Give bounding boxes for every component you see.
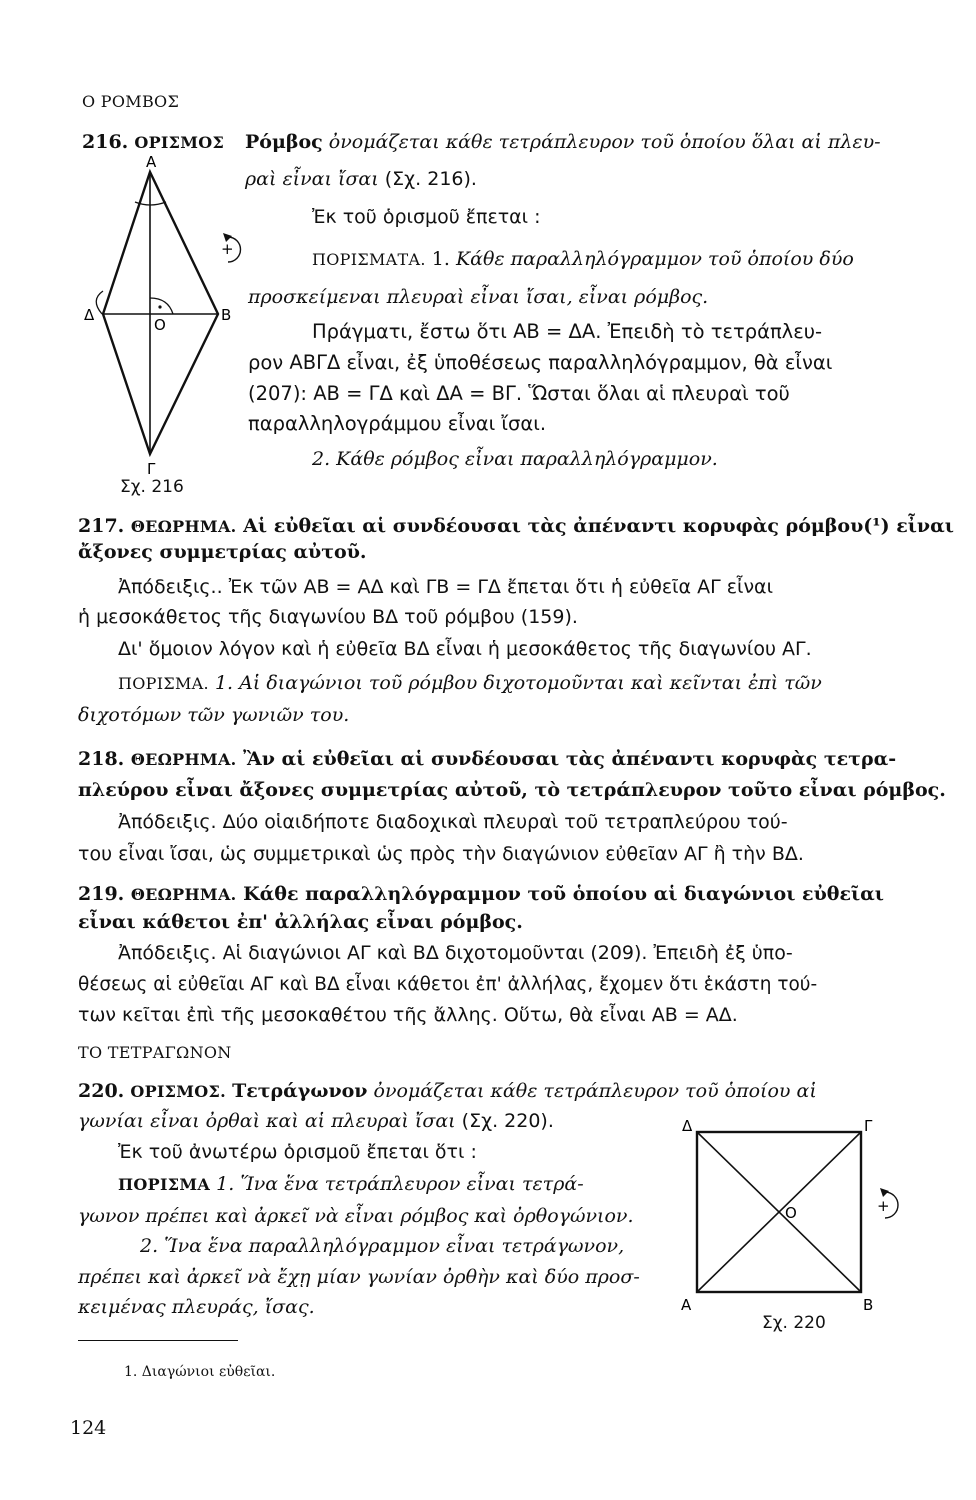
rhombus-outline — [103, 172, 218, 454]
corollary-text: 1. Ἵνα ἕνα τετράπλευρον εἶναι τετρά- — [216, 1173, 584, 1195]
proof-label: Ἀπόδειξις. — [118, 576, 217, 598]
center-label-o: Ο — [785, 1204, 797, 1222]
definition-220-line1 — [78, 1082, 817, 1101]
figure-216-rhombus — [80, 150, 255, 500]
defined-term: Τετράγωνον — [232, 1080, 368, 1102]
corollary-220-line3: 2. Ἵνα ἕνα παραλληλόγραμμον εἶναι τετράγωνον, — [140, 1235, 625, 1257]
figure-reference: (Σχ. 220). — [461, 1110, 554, 1132]
right-angle-arc — [150, 298, 173, 314]
vertex-label-d: Δ — [682, 1117, 693, 1135]
angle-arc-d — [96, 291, 103, 314]
vertex-label-a: Α — [681, 1296, 692, 1314]
page-number: 124 — [70, 1417, 107, 1439]
footnote: 1. Διαγώνιοι εὐθεῖαι. — [124, 1364, 276, 1380]
corollary-220-line2: γωνον πρέπει καὶ ἀρκεῖ νὰ εἶναι ρόμβος καὶ ὀρθογώνιον. — [78, 1205, 634, 1227]
theorem-218-line2: πλεύρου εἶναι ἄξονες συμμετρίας αὐτοῦ, τὸ τετράπλευρον τοῦτο εἶναι ρόμβος. — [78, 779, 946, 801]
section-title-square: ΤΟ ΤΕΤΡΑΓΩΝΟΝ — [78, 1043, 232, 1062]
proof-216-line2: ρον ΑΒΓΔ εἶναι, ἐξ ὑποθέσεως παραλληλόγραμμον, θὰ εἶναι — [248, 351, 833, 374]
proof-217-line2: ἡ μεσοκάθετος τῆς διαγωνίου ΒΔ τοῦ ρόμβου (159). — [78, 606, 578, 628]
corollary-217-line1 — [118, 674, 822, 693]
theorem-statement: Κάθε παραλληλόγραμμον τοῦ ὁποίου αἱ διαγώνιοι εὐθεῖαι — [243, 883, 884, 905]
theorem-219-line1 — [78, 885, 884, 904]
vertex-label-d: Δ — [84, 306, 95, 324]
proof-label: Ἀπόδειξις. — [118, 942, 217, 964]
rotation-sign: + — [221, 240, 234, 258]
corollary-label: ΠΟΡΙΣΜΑ — [118, 1175, 211, 1194]
definition-text: ὀνομάζεται κάθε τετράπλευρον τοῦ ὁποίου ὅλαι αἱ πλευ- — [328, 131, 881, 153]
proof-219-line1 — [118, 944, 793, 963]
proof-text: Ἐκ τῶν ΑΒ = ΑΔ καὶ ΓΒ = ΓΔ ἔπεται ὅτι ἡ εὐθεῖα ΑΓ εἶναι — [228, 576, 774, 598]
proof-text: Αἱ διαγώνιοι ΑΓ καὶ ΒΔ διχοτομοῦνται (209). Ἐπειδὴ ἐξ ὑπο- — [222, 942, 793, 964]
figure-reference: (Σχ. 216). — [384, 168, 477, 190]
definition-216-line2 — [245, 170, 477, 189]
follows-text-220: Ἐκ τοῦ ἀνωτέρω ὁρισμοῦ ἔπεται ὅτι : — [118, 1141, 477, 1163]
corollary-220-line1 — [118, 1175, 584, 1194]
center-label-o: Ο — [154, 316, 166, 334]
proof-219-line2: θέσεως αἱ εὐθεῖαι ΑΓ καὶ ΒΔ εἶναι κάθετοι ἐπ' ἀλλήλας, ἔχομεν ὅτι ἑκάστη τού- — [78, 974, 818, 995]
corollary-220-line5: κειμένας πλευράς, ἴσας. — [78, 1296, 315, 1318]
section-title-rhombus: Ο ΡΟΜΒΟΣ — [82, 92, 180, 111]
proof-219-line3: των κεῖται ἐπὶ τῆς μεσοκαθέτου τῆς ἄλλης. Οὕτω, θὰ εἶναι ΑΒ = ΑΔ. — [78, 1004, 738, 1026]
theorem-217-line1 — [78, 517, 954, 536]
corollary-text: Κάθε παραλληλόγραμμον τοῦ ὁποίου δύο — [455, 248, 854, 270]
corollary-number: 1. — [431, 248, 450, 270]
vertex-label-g: Γ — [864, 1117, 873, 1135]
proof-218-line2: του εἶναι ἴσαι, ὡς συμμετρικαὶ ὡς πρὸς τὴν διαγώνιον εὐθεῖαν ΑΓ ἢ τὴν ΒΔ. — [78, 843, 804, 865]
definition-text: ὀνομάζεται κάθε τετράπλευρον τοῦ ὁποίου αἱ — [373, 1080, 817, 1102]
figure-216-caption: Σχ. 216 — [120, 477, 184, 497]
corollary-2: 2. Κάθε ρόμβος εἶναι παραλληλόγραμμον. — [312, 448, 718, 470]
vertex-label-b: Β — [221, 306, 232, 324]
proof-label: Ἀπόδειξις. — [118, 811, 217, 833]
definition-text: ραὶ εἶναι ἴσαι — [245, 168, 379, 190]
corollary-1-line2: προσκείμεναι πλευραὶ εἶναι ἴσαι, εἶναι ρόμβος. — [248, 286, 709, 308]
theorem-statement: Ἂν αἱ εὐθεῖαι αἱ συνδέουσαι τὰς ἀπέναντι κορυφὰς τετρα- — [243, 748, 897, 770]
paragraph-label: ΘΕΩΡΗΜΑ. — [130, 750, 237, 769]
proof-217-line3: Δι' ὅμοιον λόγον καὶ ἡ εὐθεῖα ΒΔ εἶναι ἡ μεσοκάθετος τῆς διαγωνίου ΑΓ. — [118, 638, 812, 660]
paragraph-label: ΘΕΩΡΗΜΑ. — [130, 885, 237, 904]
corollary-text: 1. Αἱ διαγώνιοι τοῦ ρόμβου διχοτομοῦνται καὶ κεῖνται ἐπὶ τῶν — [214, 672, 822, 694]
proof-216-line3: (207): ΑΒ = ΓΔ καὶ ΔΑ = ΒΓ. Ὥσται ὅλαι αἱ πλευραὶ τοῦ — [248, 382, 790, 405]
rotation-sign: + — [877, 1197, 890, 1215]
corollary-220-line4: πρέπει καὶ ἀρκεῖ νὰ ἔχῃ μίαν γωνίαν ὀρθὴν καὶ δύο προσ- — [78, 1266, 640, 1288]
corollary-217-line2: διχοτόμων τῶν γωνιῶν του. — [78, 704, 350, 726]
follows-text: Ἐκ τοῦ ὁρισμοῦ ἔπεται : — [312, 206, 541, 228]
definition-220-line2 — [78, 1112, 554, 1131]
corollary-1-line1 — [312, 250, 854, 269]
vertex-label-a: Α — [146, 153, 157, 171]
proof-216-line1: Πράγματι, ἔστω ὅτι ΑΒ = ΔΑ. Ἐπειδὴ τὸ τετράπλευ- — [312, 320, 823, 343]
proof-217-line1: Ἀπόδειξις.. Ἐκ τῶν ΑΒ = ΑΔ καὶ ΓΒ = ΓΔ ἔπεται ὅτι ἡ εὐθεῖα ΑΓ εἶναι — [118, 576, 774, 598]
defined-term: Ρόμβος — [245, 131, 323, 153]
theorem-217-line2: ἄξονες συμμετρίας αὐτοῦ. — [78, 541, 367, 563]
corollary-label: ΠΟΡΙΣΜΑΤΑ. — [312, 250, 426, 269]
figure-220-caption: Σχ. 220 — [762, 1313, 826, 1333]
paragraph-number: 220. — [78, 1080, 125, 1102]
proof-216-line4: παραλληλογράμμου εἶναι ἴσαι. — [248, 412, 547, 435]
paragraph-number: 219. — [78, 883, 125, 905]
paragraph-number: 218. — [78, 748, 125, 770]
definition-text: γωνίαι εἶναι ὀρθαὶ καὶ αἱ πλευραὶ ἴσαι — [78, 1110, 456, 1132]
footnote-rule — [78, 1340, 238, 1341]
theorem-218-line1 — [78, 750, 896, 769]
theorem-219-line2: εἶναι κάθετοι ἐπ' ἀλλήλας εἶναι ρόμβος. — [78, 911, 523, 933]
theorem-statement: Αἱ εὐθεῖαι αἱ συνδέουσαι τὰς ἀπέναντι κορυφὰς ρόμβου(¹) εἶναι — [243, 515, 954, 537]
proof-218-line1 — [118, 813, 788, 832]
corollary-label: ΠΟΡΙΣΜΑ. — [118, 674, 209, 693]
paragraph-label: ΟΡΙΣΜΟΣ — [134, 133, 225, 152]
figure-220-square — [670, 1115, 920, 1315]
definition-216-line1 — [245, 133, 895, 152]
right-angle-dot — [158, 305, 161, 308]
paragraph-label: ΘΕΩΡΗΜΑ. — [130, 517, 237, 536]
proof-text: Δύο οἱαιδήποτε διαδοχικαὶ πλευραὶ τοῦ τετραπλεύρου τού- — [222, 811, 788, 833]
paragraph-number: 217. — [78, 515, 125, 537]
vertex-label-g: Γ — [147, 460, 156, 478]
paragraph-label: ΟΡΙΣΜΟΣ. — [130, 1082, 227, 1101]
paragraph-number: 216. — [82, 131, 129, 153]
vertex-label-b: Β — [863, 1296, 874, 1314]
